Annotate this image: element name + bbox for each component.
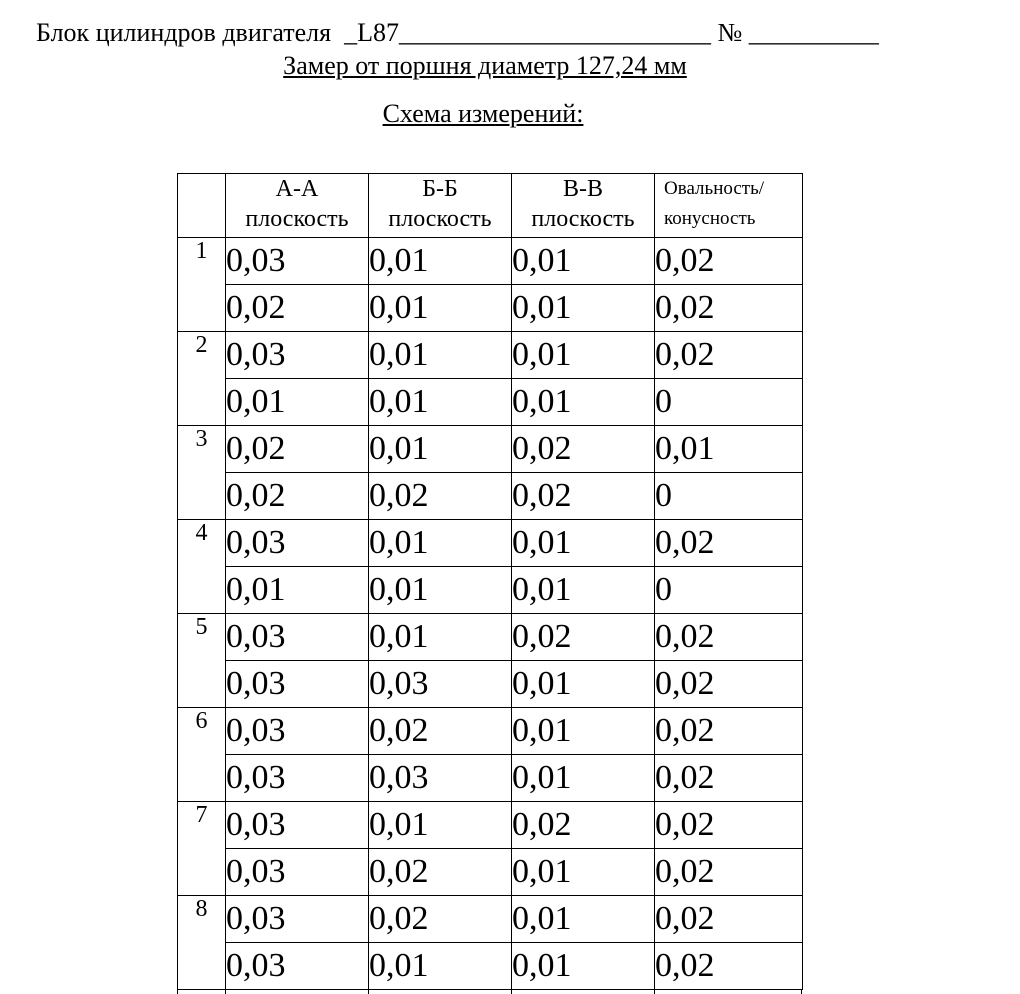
column-header-title: Б-Б (422, 176, 458, 202)
measurement-value-cell: 0,03 (369, 661, 512, 708)
table-header-row (178, 174, 803, 238)
measurement-value-cell: 0,01 (512, 567, 655, 614)
measurement-value-cell: 0,03 (226, 520, 369, 567)
measurement-value-cell: 0,01 (226, 567, 369, 614)
column-header-title: В-В (562, 176, 603, 202)
table-row (178, 238, 803, 285)
table-row (178, 943, 803, 990)
cylinder-number-cell: 8 (178, 896, 226, 990)
table-row (178, 520, 803, 567)
measurement-table (177, 173, 803, 990)
measurement-value-cell: 0 (655, 567, 803, 614)
measurement-value-cell: 0,01 (512, 661, 655, 708)
measurement-value-cell: 0,01 (369, 943, 512, 990)
measurement-value-cell: 0,01 (512, 238, 655, 285)
measurement-value-cell: 0,01 (369, 332, 512, 379)
measurement-value-cell: 0,01 (226, 379, 369, 426)
measurement-value-cell: 0,03 (226, 849, 369, 896)
measurement-value-cell: 0,01 (512, 943, 655, 990)
table-row (178, 285, 803, 332)
cylinder-number-cell: 5 (178, 614, 226, 708)
measurement-value-cell: 0,01 (512, 849, 655, 896)
cylinder-number-cell: 1 (178, 238, 226, 332)
measurement-value-cell: 0 (655, 379, 803, 426)
measurement-value-cell: 0,02 (512, 473, 655, 520)
measurement-value-cell: 0,02 (655, 661, 803, 708)
table-row (178, 332, 803, 379)
column-header-subtitle: плоскость (245, 206, 349, 232)
table-row (178, 708, 803, 755)
measurement-value-cell: 0,03 (226, 802, 369, 849)
cylinder-number-cell: 7 (178, 802, 226, 896)
column-header-title: Овальность/ (664, 178, 765, 199)
measurement-value-cell: 0,02 (655, 849, 803, 896)
measurement-value-cell: 0,03 (226, 896, 369, 943)
measurement-value-cell: 0,02 (369, 849, 512, 896)
measurement-value-cell: 0,01 (369, 238, 512, 285)
measurement-value-cell: 0,03 (226, 661, 369, 708)
column-header-title: А-А (275, 176, 319, 202)
measurement-value-cell: 0,01 (512, 708, 655, 755)
measurement-value-cell: 0,03 (226, 614, 369, 661)
table-row (178, 661, 803, 708)
measurement-value-cell: 0,01 (369, 520, 512, 567)
table-row (178, 567, 803, 614)
column-header-subtitle: конусность (664, 208, 756, 229)
measurement-value-cell: 0,01 (512, 332, 655, 379)
column-header-subtitle: плоскость (531, 206, 635, 232)
measurement-value-cell: 0,03 (226, 332, 369, 379)
measurement-value-cell: 0 (655, 473, 803, 520)
measurement-value-cell: 0,02 (512, 614, 655, 661)
measurement-value-cell: 0,02 (655, 943, 803, 990)
measurement-value-cell: 0,01 (512, 379, 655, 426)
measurement-value-cell: 0,01 (369, 285, 512, 332)
table-row (178, 802, 803, 849)
measurement-value-cell: 0,02 (369, 896, 512, 943)
measurement-value-cell: 0,01 (369, 426, 512, 473)
measurement-value-cell: 0,02 (655, 520, 803, 567)
measurement-value-cell: 0,02 (655, 802, 803, 849)
measurement-value-cell: 0,02 (369, 473, 512, 520)
column-header-vv (512, 174, 655, 238)
column-header-subtitle: плоскость (388, 206, 492, 232)
cylinder-number-cell: 4 (178, 520, 226, 614)
column-header-bb (369, 174, 512, 238)
measurement-value-cell: 0,02 (512, 426, 655, 473)
measurement-value-cell: 0,01 (512, 285, 655, 332)
measurement-value-cell: 0,03 (226, 708, 369, 755)
measurement-value-cell: 0,01 (369, 802, 512, 849)
table-row (178, 896, 803, 943)
table-body (178, 238, 803, 990)
table-row (178, 379, 803, 426)
measurement-value-cell: 0,02 (512, 802, 655, 849)
measurement-value-cell: 0,03 (226, 943, 369, 990)
table-row (178, 849, 803, 896)
table-row (178, 755, 803, 802)
measurement-value-cell: 0,03 (226, 238, 369, 285)
measurement-value-cell: 0,02 (655, 755, 803, 802)
measurement-value-cell: 0,02 (655, 708, 803, 755)
table-continuation-stubs (177, 990, 802, 994)
measurement-value-cell: 0,02 (655, 896, 803, 943)
table-row (178, 614, 803, 661)
piston-diameter-subtitle: Замер от поршня диаметр 127,24 мм (283, 51, 687, 80)
measurement-value-cell: 0,01 (369, 567, 512, 614)
cylinder-number-cell: 6 (178, 708, 226, 802)
table-row (178, 473, 803, 520)
cylinder-number-cell: 2 (178, 332, 226, 426)
measurement-value-cell: 0,02 (655, 238, 803, 285)
measurement-value-cell: 0,01 (512, 896, 655, 943)
measurement-scheme-label: Схема измерений: (382, 99, 584, 128)
table-row (178, 426, 803, 473)
measurement-value-cell: 0,02 (655, 285, 803, 332)
measurement-value-cell: 0,02 (655, 332, 803, 379)
corner-header-cell (178, 174, 226, 238)
measurement-value-cell: 0,03 (369, 755, 512, 802)
measurement-value-cell: 0,01 (512, 755, 655, 802)
measurement-value-cell: 0,01 (369, 614, 512, 661)
measurement-value-cell: 0,02 (226, 473, 369, 520)
cylinder-number-cell: 3 (178, 426, 226, 520)
measurement-value-cell: 0,02 (226, 426, 369, 473)
measurement-value-cell: 0,03 (226, 755, 369, 802)
measurement-value-cell: 0,02 (655, 614, 803, 661)
column-header-aa (226, 174, 369, 238)
measurement-value-cell: 0,01 (369, 379, 512, 426)
measurement-value-cell: 0,02 (226, 285, 369, 332)
document-header-line: Блок цилиндров двигателя _L87________________________ № __________ (36, 18, 879, 47)
measurement-value-cell: 0,02 (369, 708, 512, 755)
column-header-ovality-taper (655, 174, 803, 238)
measurement-value-cell: 0,01 (655, 426, 803, 473)
measurement-value-cell: 0,01 (512, 520, 655, 567)
